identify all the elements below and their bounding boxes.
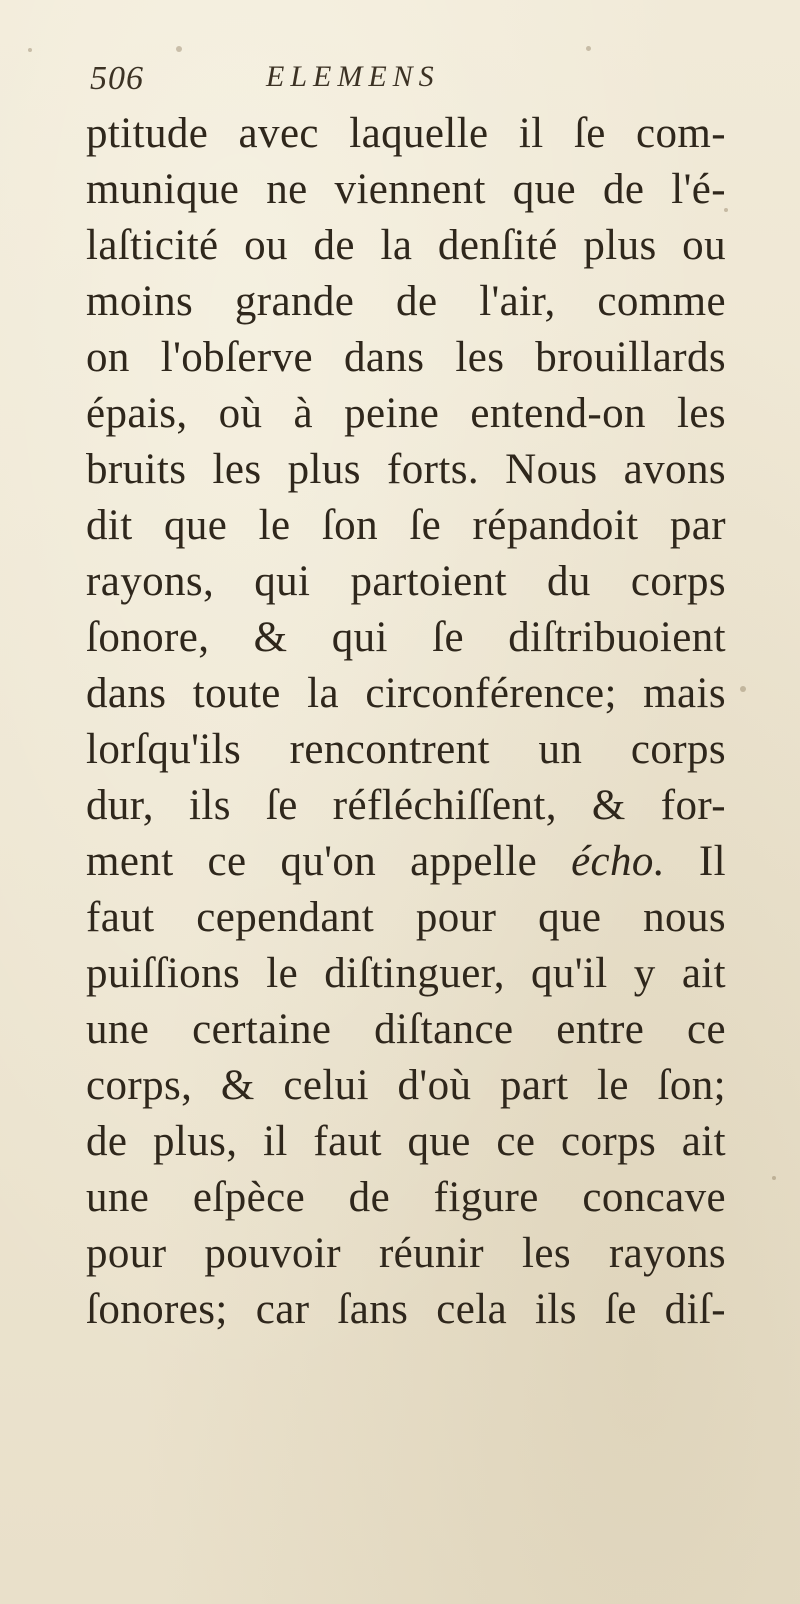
text-line: de plus, il faut que ce corps ait: [86, 1118, 726, 1165]
text-line: une certaine diſtance entre ce: [86, 1006, 726, 1053]
text-line: moins grande de l'air, comme: [86, 278, 726, 325]
ink-spot: [586, 46, 591, 51]
text-line: corps, & celui d'où part le ſon;: [86, 1062, 726, 1109]
text-line: ſonore, & qui ſe diſtribuoient: [86, 614, 726, 661]
running-head: ELEMENS: [266, 60, 440, 93]
text-line: laſticité ou de la denſité plus ou: [86, 222, 726, 269]
text-segment: ment ce qu'on appelle: [86, 838, 572, 885]
page-number: 506: [90, 60, 144, 97]
text-line: dans toute la circonférence; mais: [86, 670, 726, 717]
text-line: rayons, qui partoient du corps: [86, 558, 726, 605]
text-line: ptitude avec laquelle il ſe com-: [86, 110, 726, 157]
text-line: on l'obſerve dans les brouillards: [86, 334, 726, 381]
text-line: dur, ils ſe réfléchiſſent, & for-: [86, 782, 726, 829]
text-line-with-italic: [86, 834, 726, 890]
text-line: pour pouvoir réunir les rayons: [86, 1230, 726, 1277]
text-line: faut cependant pour que nous: [86, 894, 726, 941]
page-header: [90, 58, 690, 106]
text-line: puiſſions le diſtinguer, qu'il y ait: [86, 950, 726, 997]
ink-spot: [772, 1176, 776, 1180]
ink-spot: [740, 686, 746, 692]
body-text: [86, 106, 726, 1338]
text-line: épais, où à peine entend-on les: [86, 390, 726, 437]
text-segment: Il: [664, 838, 727, 885]
text-line: dit que le ſon ſe répandoit par: [86, 502, 726, 549]
text-line: une eſpèce de figure concave: [86, 1174, 726, 1221]
text-line: ſonores; car ſans cela ils ſe diſ-: [86, 1286, 726, 1333]
italic-word: écho.: [571, 838, 665, 885]
text-line: munique ne viennent que de l'é-: [86, 166, 726, 213]
ink-spot: [28, 48, 32, 52]
ink-spot: [176, 46, 182, 52]
text-line: lorſqu'ils rencontrent un corps: [86, 726, 726, 773]
text-line: bruits les plus forts. Nous avons: [86, 446, 726, 493]
